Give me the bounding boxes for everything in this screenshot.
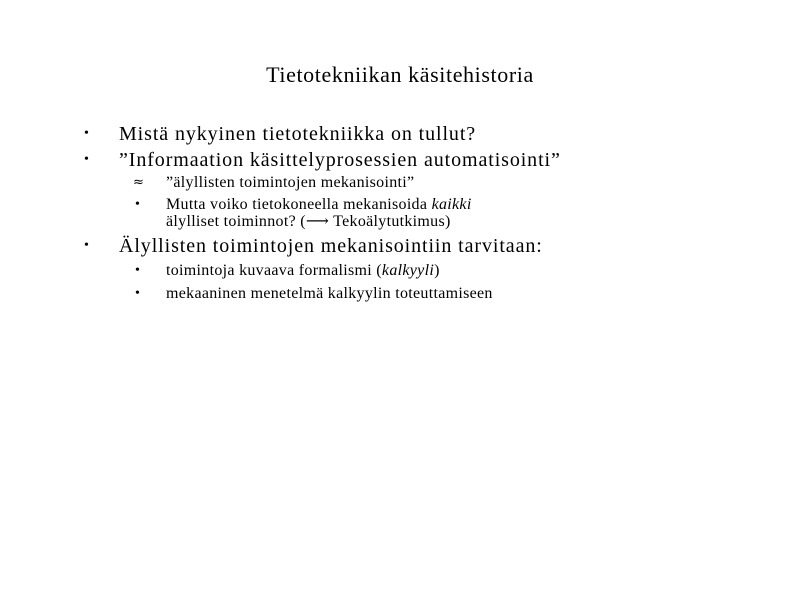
bullet-dot-icon: • [135,197,140,212]
bullet-dot-icon: • [84,126,89,141]
sub-item-2-2-line2: älylliset toiminnot? (⟶ Tekoälytutkimus) [166,213,451,230]
bullet-dot-icon: • [84,238,89,253]
emphasis-text: kaikki [431,196,472,213]
sub-item-2-2-line1: Mutta voiko tietokoneella mekanisoida kaikki [166,196,472,213]
bullet-dot-icon: • [135,286,140,301]
emphasis-text: kalkyyli [381,262,435,279]
sub-item-2-1: ”älyllisten toimintojen mekanisointi” [166,174,415,191]
arrow-right-icon: ⟶ [305,213,330,230]
bullet-dot-icon: • [135,263,140,278]
sub-item-3-1: toimintoja kuvaava formalismi (kalkyyli) [166,262,440,279]
approx-bullet-icon: ≈ [133,175,144,190]
list-item-3: Älyllisten toimintojen mekanisointiin tarvitaan: [119,235,543,257]
list-item-2: ”Informaation käsittelyprosessien automatisointi” [119,149,561,171]
bullet-dot-icon: • [84,152,89,167]
slide-title: Tietotekniikan käsitehistoria [266,62,534,87]
sub-item-3-2: mekaaninen menetelmä kalkyylin toteuttamiseen [166,285,493,302]
list-item-1: Mistä nykyinen tietotekniikka on tullut? [119,123,477,145]
